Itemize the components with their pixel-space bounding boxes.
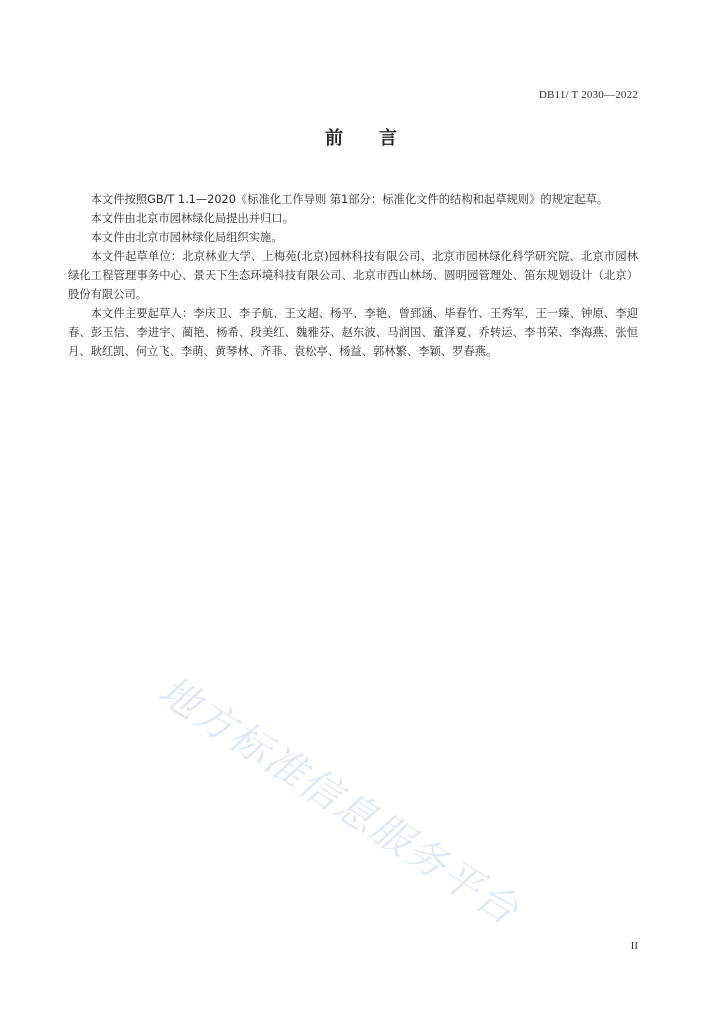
page-number: II: [630, 940, 638, 952]
document-code: DB11/ T 2030—2022: [538, 89, 638, 101]
paragraph-standard-basis: 本文件按照GB/T 1.1—2020《标准化工作导则 第1部分：标准化文件的结构和起草规则》的规定起草。: [90, 193, 609, 206]
title-char-1: 前: [325, 128, 345, 149]
foreword-body: [68, 190, 638, 361]
paragraph-drafters: 本文件主要起草人：李庆卫、李子航、王文超、杨平、李艳、曾郅涵、毕春竹、王秀军、王一臻、钟原、李迎春、彭玉信、李进宇、蔺艳、杨希、段美红、魏雅芬、赵东波、马润国、董泽夏、乔转运、李书荣、李海燕、张恒月、耿红凯、何立飞、李萌、黄琴林、齐菲、袁松亭、杨益、郭林繁、李颖、罗春燕。: [68, 307, 638, 358]
section-title: [0, 124, 724, 150]
paragraph-proposer: 本文件由北京市园林绿化局提出并归口。: [90, 212, 294, 225]
title-char-2: 言: [379, 128, 399, 149]
watermark: 地方标准信息服务平台: [150, 667, 528, 935]
paragraph-drafting-units: 本文件起草单位：北京林业大学、上梅苑(北京)园林科技有限公司、北京市园林绿化科学研究院、北京市园林绿化工程管理事务中心、景天下生态环境科技有限公司、北京市西山林场、圆明园管理处、笛东规划设计（北京）股份有限公司。: [68, 250, 638, 301]
paragraph-implementer: 本文件由北京市园林绿化局组织实施。: [90, 231, 283, 244]
